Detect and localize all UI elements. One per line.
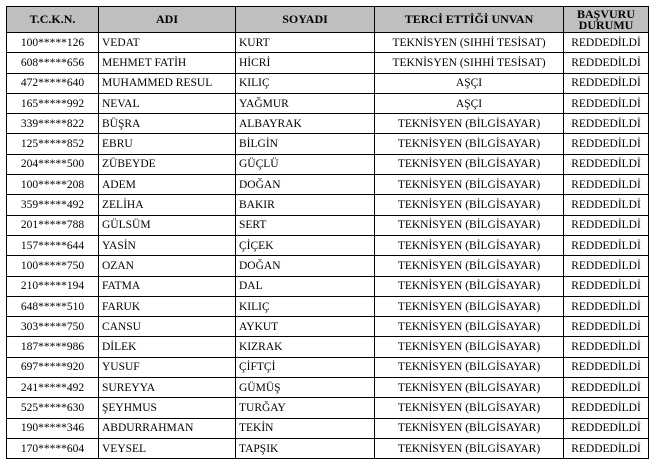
cell-adi: GÜLSÜM — [99, 215, 236, 235]
cell-soyadi: KILIÇ — [236, 296, 375, 316]
cell-adi: YUSUF — [99, 357, 236, 377]
cell-tckn: 303*****750 — [7, 317, 99, 337]
table-row — [7, 438, 649, 458]
cell-durum: REDDEDİLDİ — [564, 317, 649, 337]
cell-durum: REDDEDİLDİ — [564, 357, 649, 377]
cell-adi: ADEM — [99, 175, 236, 195]
cell-durum: REDDEDİLDİ — [564, 438, 649, 458]
cell-adi: DİLEK — [99, 337, 236, 357]
cell-soyadi: TEKİN — [236, 418, 375, 438]
cell-soyadi: SERT — [236, 215, 375, 235]
cell-adi: ZÜBEYDE — [99, 154, 236, 174]
cell-durum: REDDEDİLDİ — [564, 93, 649, 113]
table-row — [7, 33, 649, 53]
cell-tckn: 157*****644 — [7, 235, 99, 255]
cell-tckn: 339*****822 — [7, 114, 99, 134]
cell-durum: REDDEDİLDİ — [564, 296, 649, 316]
cell-durum: REDDEDİLDİ — [564, 276, 649, 296]
cell-soyadi: ALBAYRAK — [236, 114, 375, 134]
cell-unvan: TEKNİSYEN (BİLGİSAYAR) — [375, 337, 564, 357]
cell-soyadi: KIZRAK — [236, 337, 375, 357]
cell-durum: REDDEDİLDİ — [564, 53, 649, 73]
cell-unvan: TEKNİSYEN (BİLGİSAYAR) — [375, 195, 564, 215]
cell-unvan: TEKNİSYEN (BİLGİSAYAR) — [375, 357, 564, 377]
cell-soyadi: TAPŞIK — [236, 438, 375, 458]
cell-tckn: 100*****126 — [7, 33, 99, 53]
cell-adi: SUREYYA — [99, 378, 236, 398]
cell-tckn: 241*****492 — [7, 378, 99, 398]
header-tckn: T.C.K.N. — [7, 7, 99, 33]
cell-tckn: 201*****788 — [7, 215, 99, 235]
cell-durum: REDDEDİLDİ — [564, 378, 649, 398]
table-row — [7, 357, 649, 377]
cell-adi: FARUK — [99, 296, 236, 316]
cell-tckn: 472*****640 — [7, 73, 99, 93]
cell-adi: NEVAL — [99, 93, 236, 113]
cell-durum: REDDEDİLDİ — [564, 73, 649, 93]
cell-durum: REDDEDİLDİ — [564, 337, 649, 357]
cell-unvan: TEKNİSYEN (BİLGİSAYAR) — [375, 134, 564, 154]
cell-tckn: 187*****986 — [7, 337, 99, 357]
cell-soyadi: TURĞAY — [236, 398, 375, 418]
cell-unvan: TEKNİSYEN (BİLGİSAYAR) — [375, 114, 564, 134]
table-header-row — [7, 7, 649, 33]
cell-unvan: TEKNİSYEN (BİLGİSAYAR) — [375, 154, 564, 174]
cell-durum: REDDEDİLDİ — [564, 154, 649, 174]
cell-adi: MEHMET FATİH — [99, 53, 236, 73]
cell-soyadi: BAKIR — [236, 195, 375, 215]
cell-adi: BÜŞRA — [99, 114, 236, 134]
table-row — [7, 93, 649, 113]
cell-unvan: AŞÇI — [375, 73, 564, 93]
cell-tckn: 525*****630 — [7, 398, 99, 418]
cell-tckn: 100*****750 — [7, 256, 99, 276]
table-row — [7, 276, 649, 296]
cell-soyadi: KURT — [236, 33, 375, 53]
header-durum-line1: BAŞVURU — [576, 6, 635, 21]
cell-tckn: 697*****920 — [7, 357, 99, 377]
cell-adi: ABDURRAHMAN — [99, 418, 236, 438]
table-row — [7, 215, 649, 235]
table-row — [7, 317, 649, 337]
cell-soyadi: AYKUT — [236, 317, 375, 337]
table-row — [7, 378, 649, 398]
cell-soyadi: BİLGİN — [236, 134, 375, 154]
cell-durum: REDDEDİLDİ — [564, 114, 649, 134]
cell-unvan: TEKNİSYEN (BİLGİSAYAR) — [375, 276, 564, 296]
cell-adi: EBRU — [99, 134, 236, 154]
table-row — [7, 398, 649, 418]
table-row — [7, 256, 649, 276]
cell-durum: REDDEDİLDİ — [564, 134, 649, 154]
cell-unvan: TEKNİSYEN (BİLGİSAYAR) — [375, 317, 564, 337]
cell-unvan: TEKNİSYEN (BİLGİSAYAR) — [375, 438, 564, 458]
table-row — [7, 175, 649, 195]
cell-unvan: AŞÇI — [375, 93, 564, 113]
cell-tckn: 165*****992 — [7, 93, 99, 113]
cell-tckn: 210*****194 — [7, 276, 99, 296]
cell-unvan: TEKNİSYEN (BİLGİSAYAR) — [375, 256, 564, 276]
cell-adi: YASİN — [99, 235, 236, 255]
cell-unvan: TEKNİSYEN (SIHHİ TESİSAT) — [375, 53, 564, 73]
table-row — [7, 195, 649, 215]
cell-tckn: 608*****656 — [7, 53, 99, 73]
table-row — [7, 418, 649, 438]
cell-tckn: 170*****604 — [7, 438, 99, 458]
cell-unvan: TEKNİSYEN (BİLGİSAYAR) — [375, 418, 564, 438]
header-adi: ADI — [99, 7, 236, 33]
cell-tckn: 648*****510 — [7, 296, 99, 316]
cell-tckn: 204*****500 — [7, 154, 99, 174]
table-row — [7, 337, 649, 357]
cell-tckn: 359*****492 — [7, 195, 99, 215]
header-durum-line2: DURUMU — [578, 17, 634, 32]
cell-adi: ŞEYHMUS — [99, 398, 236, 418]
table-row — [7, 296, 649, 316]
cell-durum: REDDEDİLDİ — [564, 195, 649, 215]
cell-durum: REDDEDİLDİ — [564, 175, 649, 195]
cell-adi: VEYSEL — [99, 438, 236, 458]
cell-soyadi: ÇİÇEK — [236, 235, 375, 255]
table-body — [7, 33, 649, 459]
cell-durum: REDDEDİLDİ — [564, 256, 649, 276]
cell-soyadi: GÜMÜŞ — [236, 378, 375, 398]
header-durum — [564, 7, 649, 33]
cell-unvan: TEKNİSYEN (BİLGİSAYAR) — [375, 398, 564, 418]
cell-adi: ZELİHA — [99, 195, 236, 215]
cell-durum: REDDEDİLDİ — [564, 33, 649, 53]
cell-soyadi: ÇİFTÇİ — [236, 357, 375, 377]
cell-adi: CANSU — [99, 317, 236, 337]
table-row — [7, 154, 649, 174]
cell-unvan: TEKNİSYEN (BİLGİSAYAR) — [375, 215, 564, 235]
table-row — [7, 114, 649, 134]
cell-unvan: TEKNİSYEN (BİLGİSAYAR) — [375, 235, 564, 255]
cell-tckn: 100*****208 — [7, 175, 99, 195]
table-row — [7, 235, 649, 255]
cell-durum: REDDEDİLDİ — [564, 215, 649, 235]
table-row — [7, 73, 649, 93]
cell-unvan: TEKNİSYEN (BİLGİSAYAR) — [375, 378, 564, 398]
cell-soyadi: DOĞAN — [236, 175, 375, 195]
table-row — [7, 134, 649, 154]
cell-soyadi: KILIÇ — [236, 73, 375, 93]
cell-soyadi: DOĞAN — [236, 256, 375, 276]
cell-soyadi: YAĞMUR — [236, 93, 375, 113]
applicant-table — [6, 6, 649, 459]
cell-durum: REDDEDİLDİ — [564, 418, 649, 438]
cell-unvan: TEKNİSYEN (SIHHİ TESİSAT) — [375, 33, 564, 53]
cell-soyadi: GÜÇLÜ — [236, 154, 375, 174]
cell-adi: MUHAMMED RESUL — [99, 73, 236, 93]
header-unvan: TERCİ ETTİĞİ UNVAN — [375, 7, 564, 33]
cell-adi: FATMA — [99, 276, 236, 296]
table-row — [7, 53, 649, 73]
cell-unvan: TEKNİSYEN (BİLGİSAYAR) — [375, 296, 564, 316]
cell-adi: OZAN — [99, 256, 236, 276]
cell-durum: REDDEDİLDİ — [564, 398, 649, 418]
cell-durum: REDDEDİLDİ — [564, 235, 649, 255]
cell-adi: VEDAT — [99, 33, 236, 53]
cell-unvan: TEKNİSYEN (BİLGİSAYAR) — [375, 175, 564, 195]
cell-soyadi: HİCRİ — [236, 53, 375, 73]
cell-tckn: 125*****852 — [7, 134, 99, 154]
cell-soyadi: DAL — [236, 276, 375, 296]
cell-tckn: 190*****346 — [7, 418, 99, 438]
header-soyadi: SOYADI — [236, 7, 375, 33]
